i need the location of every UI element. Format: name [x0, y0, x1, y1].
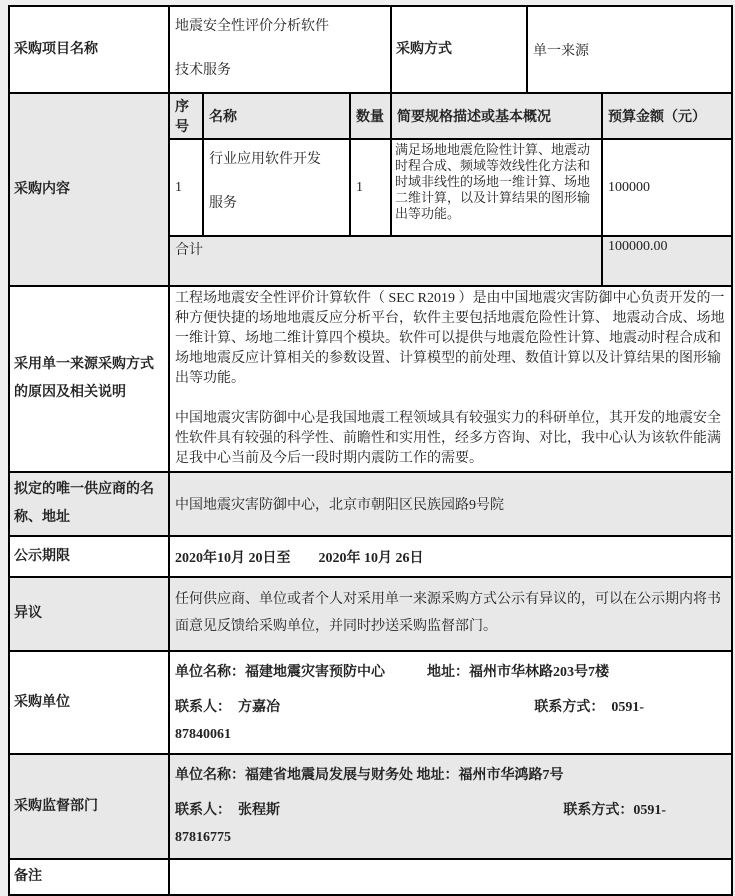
header-no: 序号 [169, 93, 203, 139]
item-name-line1: 行业应用软件开发 [209, 152, 321, 167]
objection-label: 异议 [9, 577, 169, 651]
purchaser-contact-method: 联系方式： 0591- [534, 699, 645, 715]
item-budget: 100000 [602, 139, 732, 236]
period-value: 2020年10月 20日至 2020年 10月 26日 [169, 536, 732, 577]
content-label: 采购内容 [9, 93, 169, 286]
total-value: 100000.00 [602, 236, 732, 286]
header-spec: 简要规格描述或基本概况 [391, 93, 602, 139]
row-supplier [9, 472, 732, 536]
supervisor-contact-line [175, 799, 726, 819]
row-project [9, 6, 732, 93]
purchaser-contact-line [175, 696, 726, 716]
supplier-value: 中国地震灾害防御中心，北京市朝阳区民族园路9号院 [169, 472, 732, 536]
purchaser-contact-person: 联系人： 方嘉冶 [175, 699, 280, 715]
row-period [9, 536, 732, 577]
procurement-notice-table [8, 5, 733, 896]
row-remark [9, 859, 732, 895]
header-name: 名称 [203, 93, 350, 139]
row-reason [9, 286, 732, 472]
header-qty: 数量 [350, 93, 391, 139]
reason-paragraph-1: 工程场地震安全性评价计算软件（ SEC R2019 ）是由中国地震灾害防御中心负责开发的一种方便快捷的场地地震反应分析平台，软件主要包括地震危险性计算、 地震动合成、场地一维计算、场地二维计算四个模块。软件可以提供与地震危险性计算、地震动时程合成和场地地震反应计算相关的参数设置、计算模型的前处理、数值计算以及计算结果的图形输出等功能。 [175, 291, 725, 386]
purchaser-label: 采购单位 [9, 651, 169, 754]
row-content-header [9, 93, 732, 139]
supervisor-label: 采购监督部门 [9, 754, 169, 859]
project-name-label: 采购项目名称 [9, 6, 169, 93]
remark-label: 备注 [9, 859, 169, 895]
item-spec: 满足场地地震危险性计算、地震动时程合成、频域等效线性化方法和时域非线性的场地一维计算、场地二维计算，以及计算结果的图形输出等功能。 [391, 139, 602, 236]
objection-value: 任何供应商、单位或者个人对采用单一来源采购方式公示有异议的，可以在公示期内将书面意见反馈给采购单位，并同时抄送采购监督部门。 [169, 577, 732, 651]
purchaser-value [169, 651, 732, 754]
header-budget: 预算金额（元） [602, 93, 732, 139]
row-supervisor [9, 754, 732, 859]
row-objection [9, 577, 732, 651]
item-name-line2: 服务 [209, 196, 237, 212]
project-name-value [169, 6, 391, 93]
project-name-line1: 地震安全性评价分析软件 [175, 19, 329, 34]
supervisor-phone-wrap: 87816775 [175, 829, 231, 845]
purchaser-phone-wrap: 87840061 [175, 726, 231, 742]
item-no: 1 [169, 139, 203, 236]
item-qty: 1 [350, 139, 391, 236]
reason-value [169, 286, 732, 472]
reason-paragraph-2: 中国地震灾害防御中心是我国地震工程领域具有较强实力的科研单位，其开发的地震安全性软件具有较强的科学性、前瞻性和实用性，经多方咨询、对比，我中心认为该软件能满足我中心当前及今后一段时期内震防工作的需要。 [175, 411, 721, 466]
method-value: 单一来源 [527, 6, 732, 93]
method-label: 采购方式 [391, 6, 527, 93]
reason-label: 采用单一来源采购方式的原因及相关说明 [9, 286, 169, 472]
supervisor-unit-line: 单位名称：福建省地震局发展与财务处 地址：福州市华鸿路7号 [175, 768, 564, 783]
period-label: 公示期限 [9, 536, 169, 577]
supervisor-contact-person: 联系人： 张程斯 [175, 802, 280, 818]
remark-value [169, 859, 732, 895]
purchaser-unit-line: 单位名称：福建地震灾害预防中心 地址：福州市华林路203号7楼 [175, 665, 609, 680]
total-label: 合计 [169, 236, 602, 286]
supervisor-value [169, 754, 732, 859]
row-purchaser [9, 651, 732, 754]
project-name-line2: 技术服务 [175, 63, 231, 79]
supervisor-contact-method: 联系方式：0591- [563, 802, 667, 818]
supplier-label: 拟定的唯一供应商的名称、地址 [9, 472, 169, 536]
item-name [203, 139, 350, 236]
